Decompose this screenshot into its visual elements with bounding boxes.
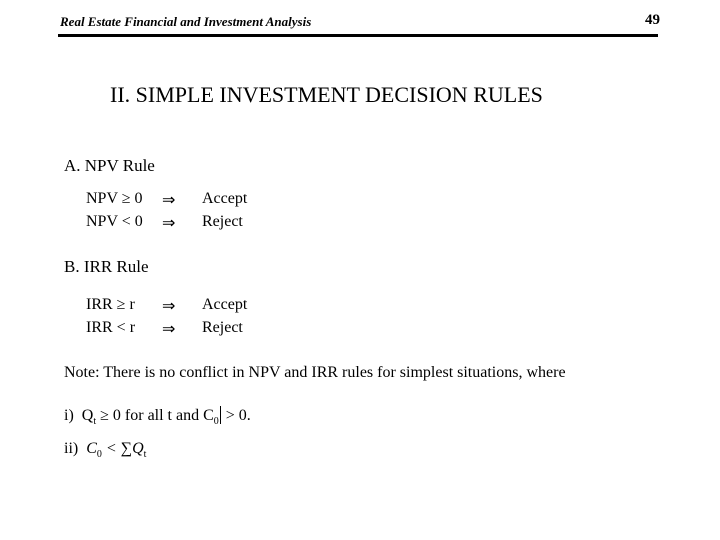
condition-ii [64, 440, 146, 460]
irr-reject-result: Reject [202, 319, 243, 336]
npv-rule-heading: A. NPV Rule [64, 156, 155, 175]
header-divider [58, 34, 658, 37]
irr-accept-result: Accept [202, 296, 248, 313]
condition-ii-text: < ∑Q [101, 440, 144, 457]
implies-icon: ⇒ [162, 215, 176, 232]
npv-reject-condition: NPV < 0 [86, 213, 143, 230]
condition-i-sub-0: 0 [213, 416, 219, 428]
page-number: 49 [645, 12, 660, 28]
irr-accept-condition: IRR ≥ r [86, 296, 135, 313]
header-title: Real Estate Financial and Investment Analysis [60, 14, 312, 29]
npv-accept-condition: NPV ≥ 0 [86, 190, 143, 207]
condition-ii-sub-0: 0 [96, 449, 102, 461]
condition-i-label: i) [64, 407, 74, 424]
implies-icon: ⇒ [162, 192, 176, 209]
condition-i-q: Q [81, 407, 94, 424]
absolute-bar [220, 406, 221, 424]
condition-ii-c: C [86, 440, 97, 457]
slide-title: II. SIMPLE INVESTMENT DECISION RULES [110, 82, 543, 107]
condition-i-sub-t: t [93, 416, 97, 428]
condition-i [64, 406, 251, 427]
condition-i-text: ≥ 0 for all t and C [96, 407, 214, 424]
irr-rule-heading: B. IRR Rule [64, 257, 149, 276]
note-text: Note: There is no conflict in NPV and IRR rules for simplest situations, where [64, 364, 566, 381]
condition-ii-label: ii) [64, 440, 79, 457]
condition-ii-sub-t: t [143, 449, 147, 461]
condition-i-tail: > 0. [221, 407, 251, 424]
npv-reject-result: Reject [202, 213, 243, 230]
implies-icon: ⇒ [162, 298, 176, 315]
npv-accept-result: Accept [202, 190, 248, 207]
implies-icon: ⇒ [162, 321, 176, 338]
irr-reject-condition: IRR < r [86, 319, 136, 336]
